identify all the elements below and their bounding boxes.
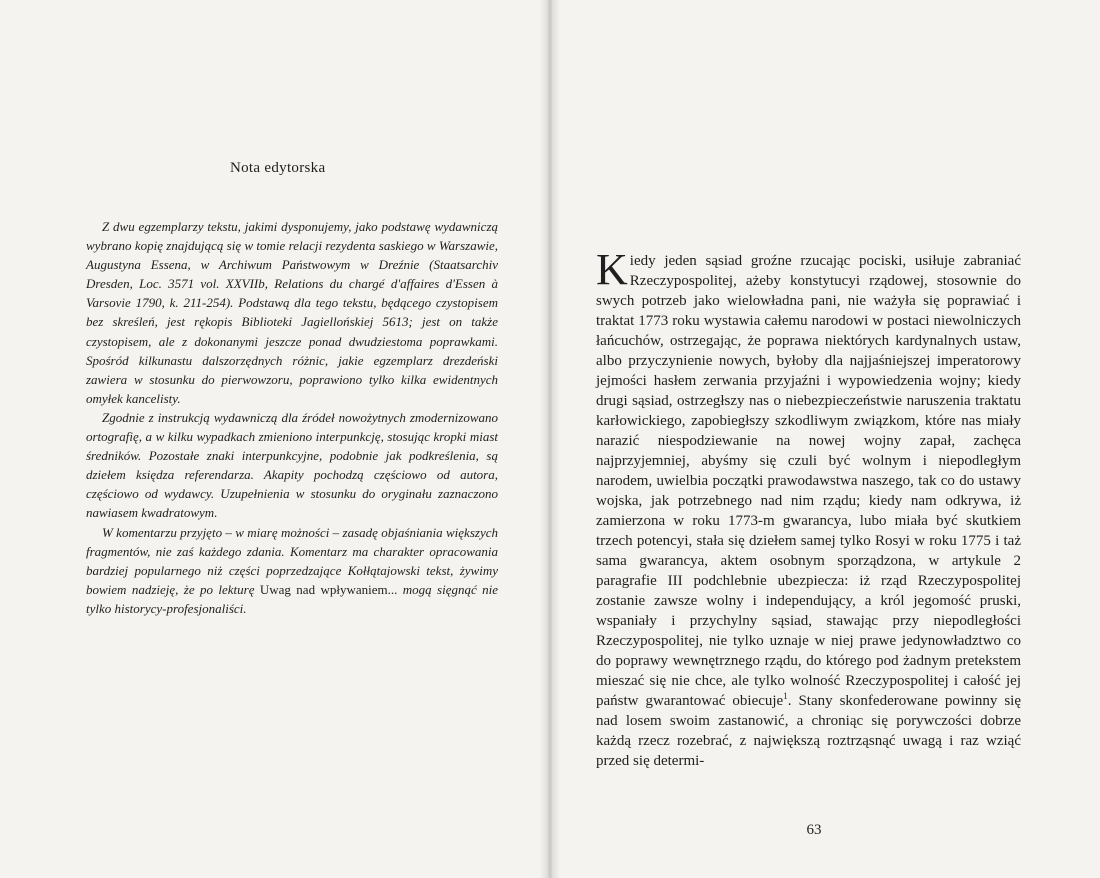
main-text-body: iedy jeden sąsiad groźne rzucając pociski, usiłuje zabraniać Rzeczypospolitej, ażeby konstytucyi rządowej, stosownie do swych potrzeb jako wielowładna pani, nie ważyła się poprawiać i traktat 1773 roku wystawia całemu narodowi w postaci niewolniczych łańcuchów, ostrzegając, że poprawa niektórych kardynalnych ustaw, albo przyczynienie nowych, byłoby dla najjaśniejszej imperatorowy jejmości hasłem zerwania przyjaźni i wypowiedzenia wojny; kiedy drugi sąsiad, ostrzegłszy nas o niebezpieczeństwie naruszenia traktatu karłowickiego, zapobiegłszy szkodliwym związkom, które nas miały narazić niespodziewanie na nowej wojny zapał, zachęca najprzyjemniej, abyśmy się czuli być wolnym i niepodległym narodem, uwielbia początki prawodawstwa naszego, tak co do ustawy wojska, jak potrzebnego nad nim rządu; kiedy nam odkrywa, iż zamierzona w roku 1773-m gwarancya, lubo miała być skutkiem trzech potencyi, stała się dziełem samej tylko Rosyi w roku 1775 i taż sama gwarancya, aktem osobnym sporządzona, w artykule 2 paragrafie III podchlebnie ubezpiecza: iż rząd Rzeczypospolitej zostanie zawsze wolny i independujący, a król jegomość pruski, wspaniały i przychylny sąsiad, stawając przy niepodległości Rzeczypospolitej, nie tylko uznaje w niej prawe jedynowładztwo co do poprawy wewnętrznego rządu, do którego pod żadnym pretekstem mieszać się nie chce, ale tylko wolność Rzeczypospolitej i całość jej państw gwarantować obiecuje <box>596 253 1021 709</box>
note-paragraph <box>86 217 498 408</box>
main-text-continuation: . Stany skonfederowane powinny się nad losem swoim zastanowić, a chroniąc się porywczości dobrze każdą rzecz rozebrać, z największą roztrząsnąć uwagą i raz wziąć przed się determi- <box>596 693 1021 769</box>
note-text: W komentarzu przyjęto – w miarę możności – zasadę objaśniania większych fragmentów, nie zaś każdego zdania. Komentarz ma charakter opracowania bardziej popularnego niż części poprzedzające Kołłątajowski tekst, żywimy bowiem nadzieję, że po lekturę <box>86 524 498 597</box>
note-text: mogą sięgnąć nie tylko historycy-profesjonaliści. <box>86 581 499 616</box>
editorial-note <box>86 217 498 618</box>
footnote-marker: 1 <box>783 691 788 701</box>
note-text: Z dwu egzemplarzy tekstu, jakimi dysponujemy, jako podstawę wydawniczą wybrano kopię znajdującą się w tomie relacji rezydenta saskiego w Warszawie, Augustyna Essena, w Archiwum Państwowym w Dreźnie (Staatsarchiv Dresden, Loc. 3571 vol. XXVIIb, Relations du chargé d'affaires d'Essen à Varsovie 1790, k. 211-254). Podstawą dla tego tekstu, będącego czystopisem bez skreśleń, jest rękopis Biblioteki Jagiellońskiej 5613; jest on także czystopisem, ale z dokonanymi jeszcze ponad dwudziestoma poprawkami. Spośród kilkunastu dalszorzędnych różnic, jakie egzemplarz drezdeński zawiera w stosunku do pierwowzoru, poprawiono tylko kilka ewidentnych omyłek kancelisty. <box>86 219 498 406</box>
note-text: Zgodnie z instrukcją wydawniczą dla źródeł nowożytnych zmodernizowano ortografię, a w kilku wypadkach zmieniono interpunkcję, stosując kropki miast średników. Pozostałe znaki interpunkcyjne, podobnie jak podkreślenia, są dziełem księdza referendarza. Akapity pochodzą częściowo od autora, częściowo od wydawcy. Uzupełnienia w stosunku do oryginału zaznaczono nawiasem kwadratowym. <box>86 409 498 521</box>
left-page <box>0 0 548 878</box>
main-paragraph <box>596 245 1021 771</box>
drop-cap: K <box>596 245 628 294</box>
page-number: 63 <box>806 822 822 838</box>
note-paragraph <box>86 408 498 523</box>
main-text <box>596 245 1021 771</box>
work-title: Uwag nad wpływaniem... <box>259 581 398 597</box>
note-paragraph <box>86 523 498 618</box>
page-title: Nota edytorska <box>230 160 326 176</box>
book-gutter <box>540 0 560 878</box>
